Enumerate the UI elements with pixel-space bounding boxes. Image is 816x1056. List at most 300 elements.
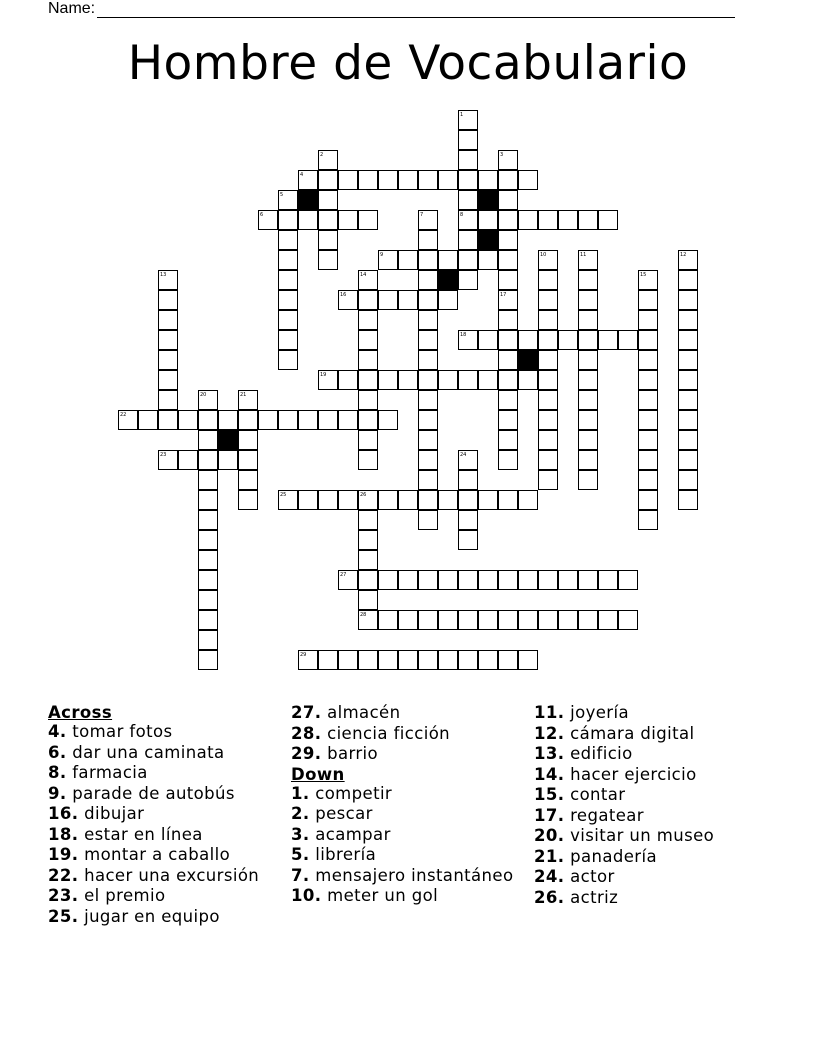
grid-cell[interactable] bbox=[158, 390, 178, 410]
grid-cell[interactable] bbox=[338, 170, 358, 190]
grid-cell[interactable] bbox=[638, 270, 658, 290]
clue-down-10: 10. meter un gol bbox=[291, 886, 439, 905]
grid-cell[interactable] bbox=[158, 290, 178, 310]
clue-number-1: 1 bbox=[460, 112, 464, 118]
grid-cell[interactable] bbox=[458, 190, 478, 210]
clue-number-28: 28 bbox=[360, 612, 367, 618]
grid-cell[interactable] bbox=[338, 490, 358, 510]
grid-cell[interactable] bbox=[578, 370, 598, 390]
grid-cell[interactable] bbox=[638, 310, 658, 330]
grid-cell[interactable] bbox=[618, 610, 638, 630]
grid-cell[interactable] bbox=[678, 270, 698, 290]
grid-cell[interactable] bbox=[458, 130, 478, 150]
clue-number-14: 14 bbox=[360, 272, 367, 278]
grid-cell[interactable] bbox=[418, 270, 438, 290]
grid-cell[interactable] bbox=[418, 390, 438, 410]
grid-cell[interactable] bbox=[478, 490, 498, 510]
grid-cell[interactable] bbox=[418, 250, 438, 270]
grid-cell[interactable] bbox=[138, 410, 158, 430]
grid-cell[interactable] bbox=[358, 530, 378, 550]
clue-down-3: 3. acampar bbox=[291, 824, 391, 844]
grid-cell[interactable] bbox=[458, 470, 478, 490]
grid-cell[interactable] bbox=[478, 610, 498, 630]
grid-cell[interactable] bbox=[458, 150, 478, 170]
grid-cell[interactable] bbox=[458, 570, 478, 590]
grid-cell[interactable] bbox=[498, 430, 518, 450]
grid-cell[interactable] bbox=[418, 450, 438, 470]
grid-cell[interactable] bbox=[158, 450, 178, 470]
grid-cell[interactable] bbox=[598, 330, 618, 350]
clue-number-16: 16 bbox=[340, 292, 347, 298]
grid-cell[interactable] bbox=[418, 570, 438, 590]
grid-cell[interactable] bbox=[198, 550, 218, 570]
grid-cell[interactable] bbox=[538, 470, 558, 490]
grid-cell[interactable] bbox=[458, 170, 478, 190]
grid-cell[interactable] bbox=[378, 290, 398, 310]
grid-cell[interactable] bbox=[358, 350, 378, 370]
grid-cell[interactable] bbox=[358, 610, 378, 630]
grid-cell[interactable] bbox=[598, 570, 618, 590]
grid-cell[interactable] bbox=[238, 430, 258, 450]
grid-cell[interactable] bbox=[418, 170, 438, 190]
grid-cell[interactable] bbox=[278, 310, 298, 330]
grid-cell[interactable] bbox=[178, 450, 198, 470]
grid-cell[interactable] bbox=[478, 170, 498, 190]
grid-cell[interactable] bbox=[378, 410, 398, 430]
grid-cell[interactable] bbox=[498, 310, 518, 330]
clue-number-8: 8 bbox=[460, 212, 464, 218]
grid-cell[interactable] bbox=[298, 490, 318, 510]
clue-number-18: 18 bbox=[460, 332, 467, 338]
grid-cell[interactable] bbox=[358, 490, 378, 510]
grid-cell[interactable] bbox=[538, 330, 558, 350]
grid-cell[interactable] bbox=[518, 490, 538, 510]
grid-cell[interactable] bbox=[398, 570, 418, 590]
grid-cell[interactable] bbox=[438, 290, 458, 310]
grid-cell[interactable] bbox=[258, 210, 278, 230]
grid-cell[interactable] bbox=[358, 330, 378, 350]
grid-cell[interactable] bbox=[298, 410, 318, 430]
grid-cell[interactable] bbox=[538, 610, 558, 630]
black-cell bbox=[218, 430, 238, 450]
grid-cell[interactable] bbox=[498, 490, 518, 510]
grid-cell[interactable] bbox=[418, 210, 438, 230]
grid-cell[interactable] bbox=[538, 210, 558, 230]
grid-cell[interactable] bbox=[438, 610, 458, 630]
grid-cell[interactable] bbox=[518, 170, 538, 190]
grid-cell[interactable] bbox=[538, 370, 558, 390]
grid-cell[interactable] bbox=[278, 330, 298, 350]
grid-cell[interactable] bbox=[218, 450, 238, 470]
grid-cell[interactable] bbox=[458, 210, 478, 230]
grid-cell[interactable] bbox=[298, 170, 318, 190]
grid-cell[interactable] bbox=[158, 310, 178, 330]
grid-cell[interactable] bbox=[638, 430, 658, 450]
grid-cell[interactable] bbox=[358, 390, 378, 410]
grid-cell[interactable] bbox=[198, 530, 218, 550]
grid-cell[interactable] bbox=[378, 570, 398, 590]
black-cell bbox=[478, 230, 498, 250]
grid-cell[interactable] bbox=[278, 290, 298, 310]
grid-cell[interactable] bbox=[478, 330, 498, 350]
grid-cell[interactable] bbox=[278, 410, 298, 430]
grid-cell[interactable] bbox=[498, 370, 518, 390]
grid-cell[interactable] bbox=[538, 350, 558, 370]
grid-cell[interactable] bbox=[538, 450, 558, 470]
grid-cell[interactable] bbox=[398, 650, 418, 670]
grid-cell[interactable] bbox=[338, 410, 358, 430]
grid-cell[interactable] bbox=[238, 390, 258, 410]
grid-cell[interactable] bbox=[638, 370, 658, 390]
grid-cell[interactable] bbox=[558, 610, 578, 630]
grid-cell[interactable] bbox=[458, 530, 478, 550]
clue-number-23: 23 bbox=[160, 452, 167, 458]
grid-cell[interactable] bbox=[358, 410, 378, 430]
grid-cell[interactable] bbox=[378, 650, 398, 670]
grid-cell[interactable] bbox=[418, 430, 438, 450]
grid-cell[interactable] bbox=[158, 350, 178, 370]
grid-cell[interactable] bbox=[338, 570, 358, 590]
grid-cell[interactable] bbox=[578, 570, 598, 590]
grid-cell[interactable] bbox=[298, 650, 318, 670]
grid-cell[interactable] bbox=[198, 590, 218, 610]
clue-across-9: 9. parade de autobús bbox=[48, 783, 235, 803]
grid-cell[interactable] bbox=[458, 270, 478, 290]
grid-cell[interactable] bbox=[578, 290, 598, 310]
grid-cell[interactable] bbox=[498, 250, 518, 270]
grid-cell[interactable] bbox=[638, 470, 658, 490]
grid-cell[interactable] bbox=[278, 250, 298, 270]
grid-cell[interactable] bbox=[418, 510, 438, 530]
grid-cell[interactable] bbox=[398, 490, 418, 510]
grid-cell[interactable] bbox=[278, 210, 298, 230]
grid-cell[interactable] bbox=[478, 210, 498, 230]
grid-cell[interactable] bbox=[458, 610, 478, 630]
grid-cell[interactable] bbox=[358, 650, 378, 670]
grid-cell[interactable] bbox=[398, 610, 418, 630]
grid-cell[interactable] bbox=[358, 270, 378, 290]
grid-cell[interactable] bbox=[218, 410, 238, 430]
grid-cell[interactable] bbox=[338, 290, 358, 310]
grid-cell[interactable] bbox=[358, 450, 378, 470]
grid-cell[interactable] bbox=[538, 570, 558, 590]
grid-cell[interactable] bbox=[198, 490, 218, 510]
grid-cell[interactable] bbox=[678, 290, 698, 310]
grid-cell[interactable] bbox=[258, 410, 278, 430]
grid-cell[interactable] bbox=[498, 610, 518, 630]
clue-across-19: 19. montar a caballo bbox=[48, 845, 231, 864]
grid-cell[interactable] bbox=[358, 310, 378, 330]
grid-cell[interactable] bbox=[198, 450, 218, 470]
grid-cell[interactable] bbox=[378, 170, 398, 190]
grid-cell[interactable] bbox=[498, 270, 518, 290]
clue-number-21: 21 bbox=[240, 392, 247, 398]
grid-cell[interactable] bbox=[358, 570, 378, 590]
grid-cell[interactable] bbox=[478, 370, 498, 390]
grid-cell[interactable] bbox=[198, 410, 218, 430]
grid-cell[interactable] bbox=[238, 450, 258, 470]
grid-cell[interactable] bbox=[518, 570, 538, 590]
grid-cell[interactable] bbox=[318, 230, 338, 250]
grid-cell[interactable] bbox=[578, 450, 598, 470]
grid-cell[interactable] bbox=[318, 490, 338, 510]
grid-cell[interactable] bbox=[458, 510, 478, 530]
clue-number-15: 15 bbox=[640, 272, 647, 278]
grid-cell[interactable] bbox=[418, 650, 438, 670]
grid-cell[interactable] bbox=[318, 210, 338, 230]
grid-cell[interactable] bbox=[278, 270, 298, 290]
clue-number-2: 2 bbox=[320, 152, 324, 158]
grid-cell[interactable] bbox=[278, 490, 298, 510]
grid-cell[interactable] bbox=[578, 210, 598, 230]
grid-cell[interactable] bbox=[338, 210, 358, 230]
grid-cell[interactable] bbox=[678, 330, 698, 350]
clue-down-13: 13. edificio bbox=[534, 744, 633, 763]
clue-column-3 bbox=[534, 703, 784, 908]
grid-cell[interactable] bbox=[318, 190, 338, 210]
clue-down-12: 12. cámara digital bbox=[534, 723, 695, 743]
grid-cell[interactable] bbox=[538, 310, 558, 330]
grid-cell[interactable] bbox=[558, 210, 578, 230]
grid-cell[interactable] bbox=[458, 450, 478, 470]
grid-cell[interactable] bbox=[458, 330, 478, 350]
clue-down-7: 7. mensajero instantáneo bbox=[291, 865, 514, 885]
grid-cell[interactable] bbox=[498, 150, 518, 170]
grid-cell[interactable] bbox=[418, 370, 438, 390]
grid-cell[interactable] bbox=[538, 250, 558, 270]
grid-cell[interactable] bbox=[358, 430, 378, 450]
grid-cell[interactable] bbox=[498, 570, 518, 590]
grid-cell[interactable] bbox=[578, 330, 598, 350]
grid-cell[interactable] bbox=[418, 470, 438, 490]
grid-cell[interactable] bbox=[238, 490, 258, 510]
grid-cell[interactable] bbox=[318, 410, 338, 430]
grid-cell[interactable] bbox=[418, 230, 438, 250]
grid-cell[interactable] bbox=[418, 610, 438, 630]
grid-cell[interactable] bbox=[498, 650, 518, 670]
grid-cell[interactable] bbox=[638, 330, 658, 350]
grid-cell[interactable] bbox=[198, 570, 218, 590]
grid-cell[interactable] bbox=[238, 410, 258, 430]
grid-cell[interactable] bbox=[638, 290, 658, 310]
clue-down-11: 11. joyería bbox=[534, 703, 629, 722]
grid-cell[interactable] bbox=[398, 250, 418, 270]
grid-cell[interactable] bbox=[638, 490, 658, 510]
grid-cell[interactable] bbox=[338, 370, 358, 390]
grid-cell[interactable] bbox=[438, 250, 458, 270]
grid-cell[interactable] bbox=[678, 470, 698, 490]
grid-cell[interactable] bbox=[398, 290, 418, 310]
grid-cell[interactable] bbox=[478, 650, 498, 670]
clue-column-2 bbox=[291, 703, 526, 907]
clue-column-1 bbox=[48, 703, 283, 927]
grid-cell[interactable] bbox=[438, 170, 458, 190]
grid-cell[interactable] bbox=[518, 610, 538, 630]
grid-cell[interactable] bbox=[398, 370, 418, 390]
grid-cell[interactable] bbox=[578, 470, 598, 490]
grid-cell[interactable] bbox=[458, 370, 478, 390]
grid-cell[interactable] bbox=[278, 230, 298, 250]
grid-cell[interactable] bbox=[358, 590, 378, 610]
grid-cell[interactable] bbox=[338, 650, 358, 670]
grid-cell[interactable] bbox=[378, 370, 398, 390]
grid-cell[interactable] bbox=[518, 210, 538, 230]
grid-cell[interactable] bbox=[638, 390, 658, 410]
grid-cell[interactable] bbox=[458, 230, 478, 250]
grid-cell[interactable] bbox=[678, 450, 698, 470]
grid-cell[interactable] bbox=[298, 210, 318, 230]
grid-cell[interactable] bbox=[318, 250, 338, 270]
grid-cell[interactable] bbox=[498, 290, 518, 310]
clue-across-22: 22. hacer una excursión bbox=[48, 865, 260, 885]
grid-cell[interactable] bbox=[498, 230, 518, 250]
grid-cell[interactable] bbox=[678, 350, 698, 370]
grid-cell[interactable] bbox=[318, 370, 338, 390]
grid-cell[interactable] bbox=[358, 290, 378, 310]
grid-cell[interactable] bbox=[678, 410, 698, 430]
grid-cell[interactable] bbox=[158, 410, 178, 430]
grid-cell[interactable] bbox=[638, 350, 658, 370]
clue-number-12: 12 bbox=[680, 252, 687, 258]
grid-cell[interactable] bbox=[178, 410, 198, 430]
grid-cell[interactable] bbox=[158, 270, 178, 290]
grid-cell[interactable] bbox=[538, 390, 558, 410]
grid-cell[interactable] bbox=[678, 370, 698, 390]
grid-cell[interactable] bbox=[418, 310, 438, 330]
grid-cell[interactable] bbox=[498, 330, 518, 350]
grid-cell[interactable] bbox=[678, 250, 698, 270]
grid-cell[interactable] bbox=[418, 290, 438, 310]
grid-cell[interactable] bbox=[518, 650, 538, 670]
clue-number-11: 11 bbox=[580, 252, 587, 258]
down-heading: Down bbox=[291, 764, 345, 784]
grid-cell[interactable] bbox=[578, 390, 598, 410]
grid-cell[interactable] bbox=[478, 570, 498, 590]
grid-cell[interactable] bbox=[538, 270, 558, 290]
clue-across-23: 23. el premio bbox=[48, 886, 166, 905]
grid-cell[interactable] bbox=[498, 170, 518, 190]
grid-cell[interactable] bbox=[278, 350, 298, 370]
grid-cell[interactable] bbox=[418, 330, 438, 350]
grid-cell[interactable] bbox=[438, 490, 458, 510]
grid-cell[interactable] bbox=[198, 390, 218, 410]
grid-cell[interactable] bbox=[278, 190, 298, 210]
grid-cell[interactable] bbox=[418, 490, 438, 510]
grid-cell[interactable] bbox=[318, 150, 338, 170]
grid-cell[interactable] bbox=[318, 650, 338, 670]
grid-cell[interactable] bbox=[498, 410, 518, 430]
grid-cell[interactable] bbox=[498, 210, 518, 230]
grid-cell[interactable] bbox=[498, 190, 518, 210]
grid-cell[interactable] bbox=[518, 330, 538, 350]
grid-cell[interactable] bbox=[198, 510, 218, 530]
clue-number-5: 5 bbox=[280, 192, 284, 198]
grid-cell[interactable] bbox=[158, 370, 178, 390]
grid-cell[interactable] bbox=[578, 410, 598, 430]
grid-cell[interactable] bbox=[358, 170, 378, 190]
grid-cell[interactable] bbox=[198, 630, 218, 650]
grid-cell[interactable] bbox=[458, 250, 478, 270]
grid-cell[interactable] bbox=[498, 350, 518, 370]
grid-cell[interactable] bbox=[498, 450, 518, 470]
grid-cell[interactable] bbox=[358, 210, 378, 230]
grid-cell[interactable] bbox=[598, 210, 618, 230]
grid-cell[interactable] bbox=[398, 170, 418, 190]
grid-cell[interactable] bbox=[538, 290, 558, 310]
clue-across-4: 4. tomar fotos bbox=[48, 722, 173, 741]
grid-cell[interactable] bbox=[538, 410, 558, 430]
clue-down-17: 17. regatear bbox=[534, 805, 644, 825]
grid-cell[interactable] bbox=[198, 430, 218, 450]
grid-cell[interactable] bbox=[578, 270, 598, 290]
grid-cell[interactable] bbox=[458, 110, 478, 130]
name-label: Name: bbox=[48, 0, 96, 17]
grid-cell[interactable] bbox=[478, 250, 498, 270]
grid-cell[interactable] bbox=[358, 370, 378, 390]
grid-cell[interactable] bbox=[378, 610, 398, 630]
grid-cell[interactable] bbox=[438, 570, 458, 590]
clue-down-15: 15. contar bbox=[534, 785, 626, 804]
grid-cell[interactable] bbox=[458, 650, 478, 670]
grid-cell[interactable] bbox=[498, 390, 518, 410]
black-cell bbox=[518, 350, 538, 370]
grid-cell[interactable] bbox=[598, 610, 618, 630]
grid-cell[interactable] bbox=[558, 330, 578, 350]
grid-cell[interactable] bbox=[198, 650, 218, 670]
clue-down-20: 20. visitar un museo bbox=[534, 826, 715, 845]
grid-cell[interactable] bbox=[678, 430, 698, 450]
grid-cell[interactable] bbox=[678, 310, 698, 330]
grid-cell[interactable] bbox=[378, 250, 398, 270]
grid-cell[interactable] bbox=[418, 410, 438, 430]
clue-number-24: 24 bbox=[460, 452, 467, 458]
clue-number-10: 10 bbox=[540, 252, 547, 258]
grid-cell[interactable] bbox=[358, 550, 378, 570]
grid-cell[interactable] bbox=[418, 350, 438, 370]
grid-cell[interactable] bbox=[558, 570, 578, 590]
grid-cell[interactable] bbox=[638, 510, 658, 530]
clue-number-4: 4 bbox=[300, 172, 304, 178]
grid-cell[interactable] bbox=[678, 390, 698, 410]
grid-cell[interactable] bbox=[538, 430, 558, 450]
grid-cell[interactable] bbox=[638, 450, 658, 470]
grid-cell[interactable] bbox=[618, 330, 638, 350]
grid-cell[interactable] bbox=[358, 510, 378, 530]
grid-cell[interactable] bbox=[318, 170, 338, 190]
grid-cell[interactable] bbox=[578, 350, 598, 370]
grid-cell[interactable] bbox=[638, 410, 658, 430]
grid-cell[interactable] bbox=[458, 490, 478, 510]
grid-cell[interactable] bbox=[678, 490, 698, 510]
grid-cell[interactable] bbox=[518, 370, 538, 390]
grid-cell[interactable] bbox=[198, 470, 218, 490]
grid-cell[interactable] bbox=[198, 610, 218, 630]
grid-cell[interactable] bbox=[158, 330, 178, 350]
grid-cell[interactable] bbox=[118, 410, 138, 430]
clue-across-8: 8. farmacia bbox=[48, 763, 148, 782]
grid-cell[interactable] bbox=[378, 490, 398, 510]
grid-cell[interactable] bbox=[238, 470, 258, 490]
grid-cell[interactable] bbox=[578, 310, 598, 330]
grid-cell[interactable] bbox=[578, 610, 598, 630]
grid-cell[interactable] bbox=[618, 570, 638, 590]
grid-cell[interactable] bbox=[578, 250, 598, 270]
clue-number-6: 6 bbox=[260, 212, 264, 218]
grid-cell[interactable] bbox=[438, 650, 458, 670]
clue-down-21: 21. panadería bbox=[534, 846, 657, 866]
grid-cell[interactable] bbox=[578, 430, 598, 450]
grid-cell[interactable] bbox=[438, 370, 458, 390]
